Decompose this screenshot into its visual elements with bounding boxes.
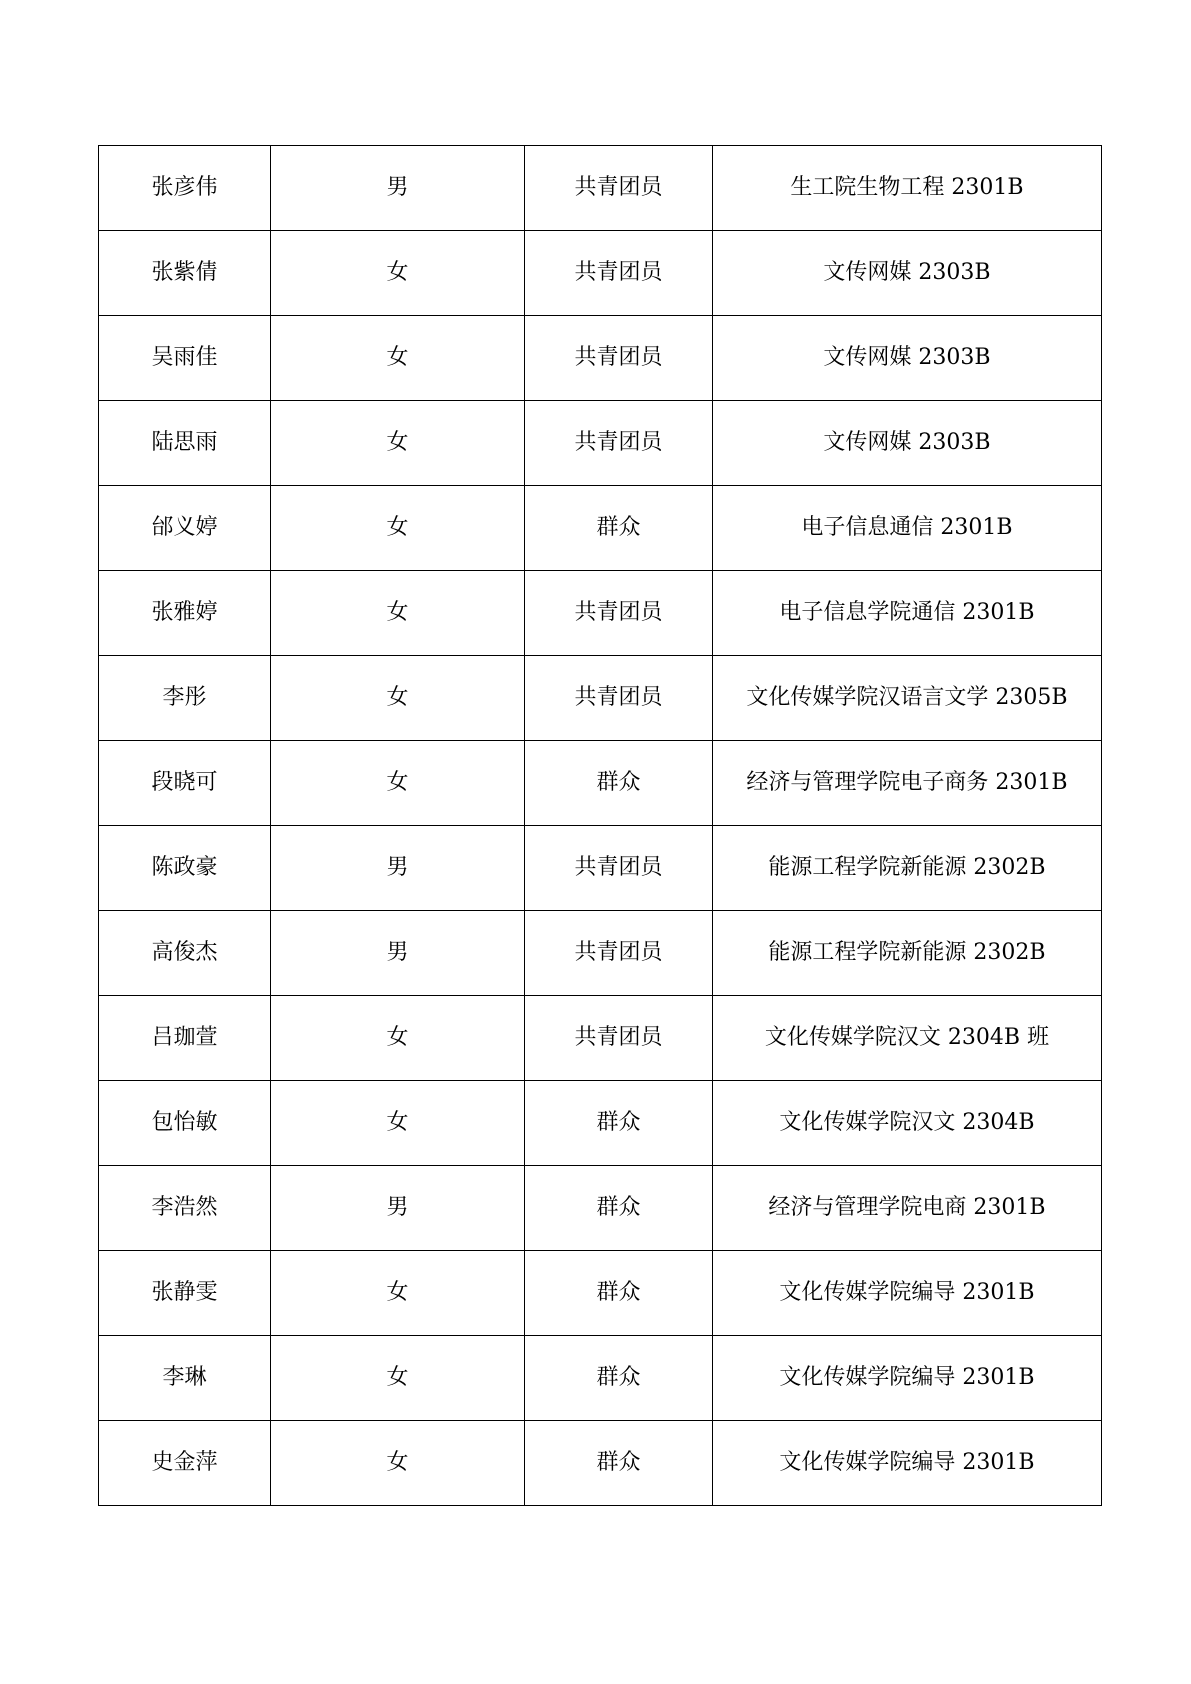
class-cell: 文化传媒学院编导 2301B [713,1251,1102,1336]
table-row [99,486,1102,571]
name-cell: 张静雯 [99,1251,271,1336]
name-cell: 张彦伟 [99,146,271,231]
name-cell: 张雅婷 [99,571,271,656]
class-cell: 文化传媒学院汉文 2304B [713,1081,1102,1166]
political-status-cell: 共青团员 [525,146,713,231]
class-cell: 文化传媒学院编导 2301B [713,1421,1102,1506]
class-cell: 文传网媒 2303B [713,401,1102,486]
table-row [99,401,1102,486]
political-status-cell: 群众 [525,741,713,826]
gender-cell: 男 [271,146,525,231]
class-cell: 电子信息学院通信 2301B [713,571,1102,656]
student-table-body [99,146,1102,1506]
table-row [99,911,1102,996]
political-status-cell: 群众 [525,1166,713,1251]
table-row [99,571,1102,656]
name-cell: 包怡敏 [99,1081,271,1166]
student-table [98,145,1102,1506]
class-cell: 文传网媒 2303B [713,231,1102,316]
political-status-cell: 群众 [525,1081,713,1166]
class-cell: 生工院生物工程 2301B [713,146,1102,231]
political-status-cell: 共青团员 [525,826,713,911]
gender-cell: 女 [271,316,525,401]
political-status-cell: 群众 [525,486,713,571]
gender-cell: 男 [271,826,525,911]
political-status-cell: 群众 [525,1336,713,1421]
name-cell: 陈政豪 [99,826,271,911]
gender-cell: 女 [271,1421,525,1506]
class-cell: 文化传媒学院汉语言文学 2305B [713,656,1102,741]
political-status-cell: 共青团员 [525,401,713,486]
gender-cell: 男 [271,1166,525,1251]
table-row [99,231,1102,316]
table-row [99,996,1102,1081]
gender-cell: 男 [271,911,525,996]
table-row [99,146,1102,231]
gender-cell: 女 [271,996,525,1081]
table-row [99,316,1102,401]
name-cell: 陆思雨 [99,401,271,486]
name-cell: 高俊杰 [99,911,271,996]
gender-cell: 女 [271,401,525,486]
class-cell: 经济与管理学院电子商务 2301B [713,741,1102,826]
gender-cell: 女 [271,571,525,656]
political-status-cell: 共青团员 [525,316,713,401]
political-status-cell: 群众 [525,1421,713,1506]
class-cell: 能源工程学院新能源 2302B [713,911,1102,996]
table-row [99,1081,1102,1166]
name-cell: 张紫倩 [99,231,271,316]
political-status-cell: 群众 [525,1251,713,1336]
name-cell: 史金萍 [99,1421,271,1506]
class-cell: 电子信息通信 2301B [713,486,1102,571]
name-cell: 李彤 [99,656,271,741]
gender-cell: 女 [271,231,525,316]
table-row [99,1336,1102,1421]
political-status-cell: 共青团员 [525,231,713,316]
gender-cell: 女 [271,741,525,826]
table-row [99,1166,1102,1251]
name-cell: 李琳 [99,1336,271,1421]
table-row [99,1421,1102,1506]
name-cell: 段晓可 [99,741,271,826]
class-cell: 文化传媒学院汉文 2304B 班 [713,996,1102,1081]
gender-cell: 女 [271,1336,525,1421]
gender-cell: 女 [271,1081,525,1166]
table-row [99,826,1102,911]
political-status-cell: 共青团员 [525,656,713,741]
political-status-cell: 共青团员 [525,911,713,996]
political-status-cell: 共青团员 [525,571,713,656]
gender-cell: 女 [271,1251,525,1336]
name-cell: 邰义婷 [99,486,271,571]
class-cell: 文传网媒 2303B [713,316,1102,401]
name-cell: 吴雨佳 [99,316,271,401]
table-row [99,1251,1102,1336]
class-cell: 经济与管理学院电商 2301B [713,1166,1102,1251]
name-cell: 吕珈萱 [99,996,271,1081]
table-row [99,656,1102,741]
political-status-cell: 共青团员 [525,996,713,1081]
class-cell: 文化传媒学院编导 2301B [713,1336,1102,1421]
gender-cell: 女 [271,656,525,741]
gender-cell: 女 [271,486,525,571]
class-cell: 能源工程学院新能源 2302B [713,826,1102,911]
table-row [99,741,1102,826]
name-cell: 李浩然 [99,1166,271,1251]
